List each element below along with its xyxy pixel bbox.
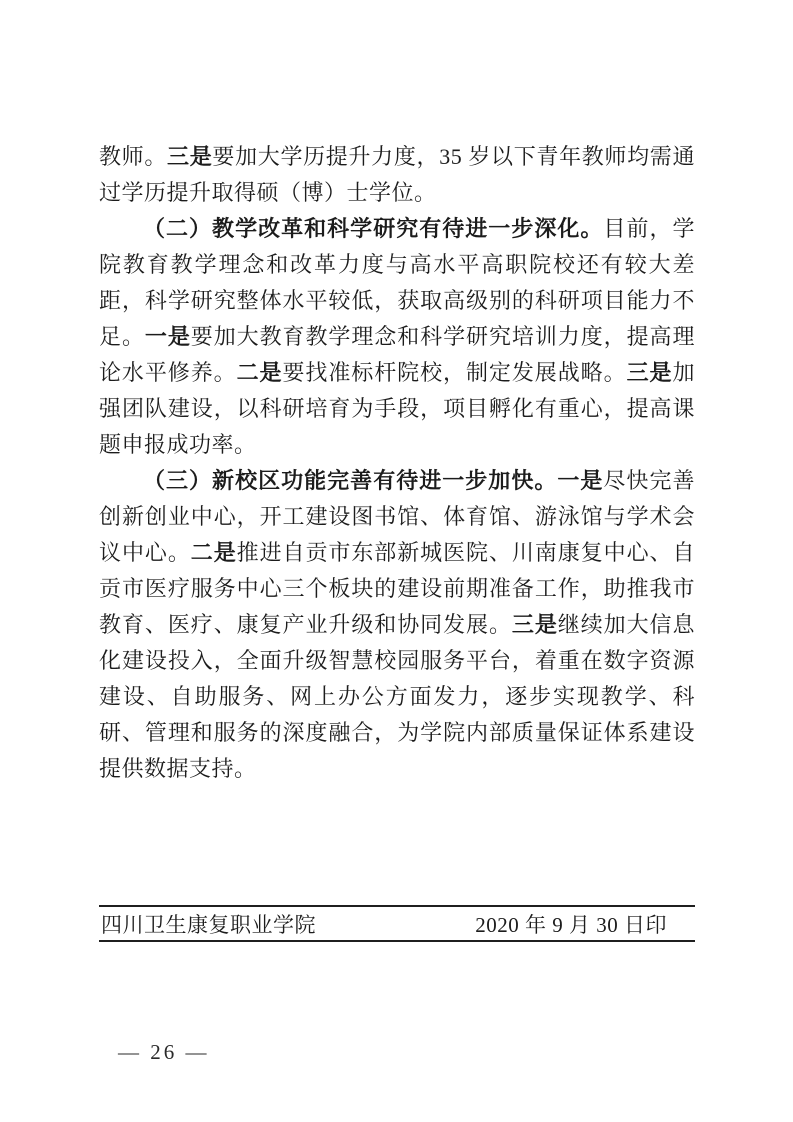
page-number: — 26 — — [118, 1040, 210, 1064]
bold-text-run: 三是 — [167, 144, 213, 169]
bold-text-run: （三）新校区功能完善有待进一步加快。 — [143, 468, 558, 493]
footer — [99, 905, 695, 942]
paragraph — [99, 211, 695, 463]
text-run: 尽快完善创新创业中心，开工建设图书馆、体育馆、游泳馆与学术会议中心。 — [99, 468, 695, 565]
bold-text-run: （二）教学改革和科学研究有待进一步深化。 — [143, 216, 604, 241]
paragraph — [99, 463, 695, 787]
bold-text-run: 一是 — [557, 468, 604, 493]
text-run: 继续加大信息化建设投入，全面升级智慧校园服务平台，着重在数字资源建设、自助服务、网上办公方面发力，逐步实现教学、科研、管理和服务的深度融合，为学院内部质量保证体系建设提供数据支持。 — [99, 612, 695, 781]
text-run: 要加大学历提升力度，35 岁以下青年教师均需通过学历提升取得硕（博）士学位。 — [99, 144, 695, 205]
document-body — [99, 139, 695, 787]
text-run: 要加大教育教学理念和科学研究培训力度，提高理论水平修养。 — [99, 324, 695, 385]
bold-text-run: 三是 — [626, 360, 673, 385]
text-run: 要找准标杆院校，制定发展战略。 — [282, 360, 627, 385]
text-run: 目前，学院教育教学理念和改革力度与高水平高职院校还有较大差距，科学研究整体水平较低，获取高级别的科研项目能力不足。 — [99, 216, 695, 349]
footer-print-date: 2020 年 9 月 30 日印 — [475, 912, 667, 937]
text-run: 推进自贡市东部新城医院、川南康复中心、自贡市医疗服务中心三个板块的建设前期准备工作，助推我市教育、医疗、康复产业升级和协同发展。 — [99, 540, 695, 637]
text-run: 加强团队建设，以科研培育为手段，项目孵化有重心，提高课题申报成功率。 — [99, 360, 695, 457]
bold-text-run: 三是 — [511, 612, 558, 637]
footer-issuer: 四川卫生康复职业学院 — [101, 912, 316, 937]
bold-text-run: 二是 — [236, 360, 283, 385]
bold-text-run: 二是 — [190, 540, 237, 565]
paragraph — [99, 139, 695, 211]
text-run: 教师。 — [99, 144, 168, 169]
bold-text-run: 一是 — [144, 324, 191, 349]
